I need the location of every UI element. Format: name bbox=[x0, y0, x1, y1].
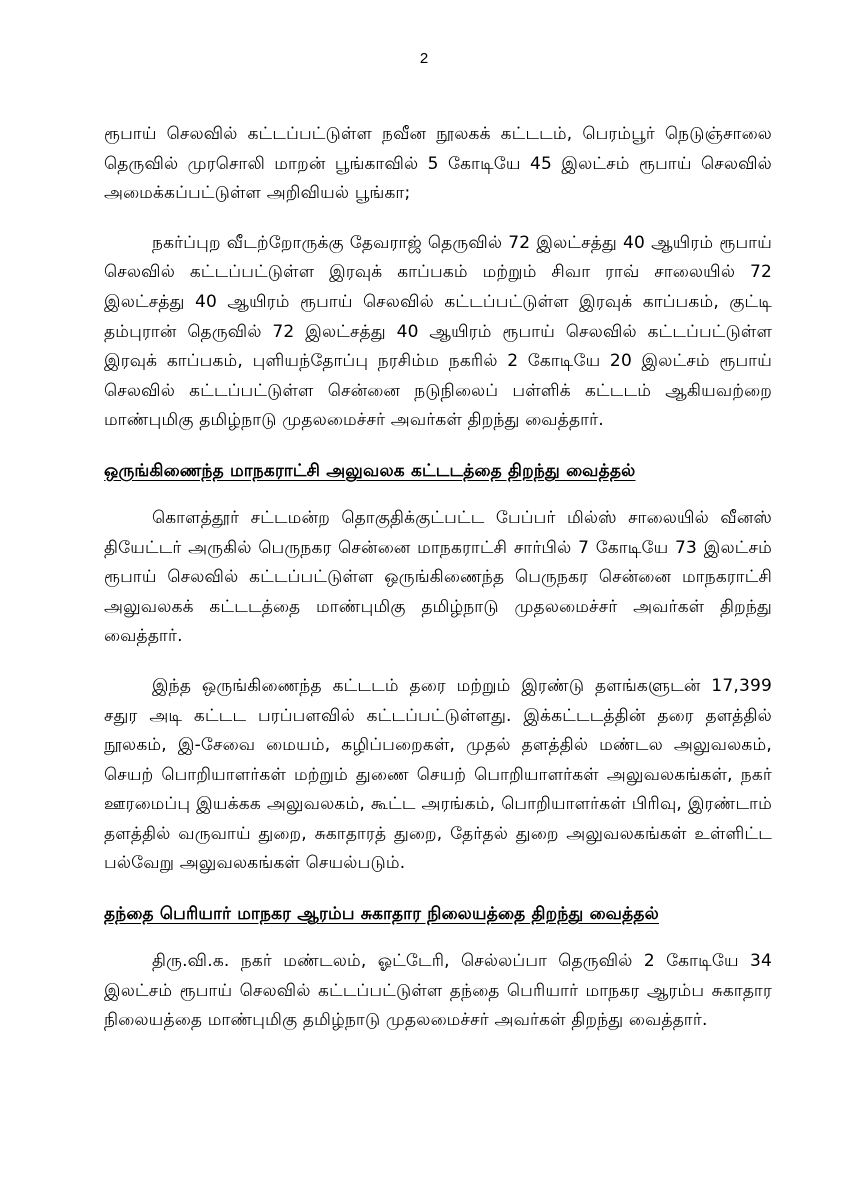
paragraph-office-building: கொளத்தூர் சட்டமன்ற தொகுதிக்குட்பட்ட பேப்பர் மில்ஸ் சாலையில் வீனஸ் தியேட்டர் அருகில் பெருநகர சென்னை மாநகராட்சி சார்பில் 7 கோடியே 73 இலட்சம் ரூபாய் செலவில் கட்டப்பட்டுள்ள ஒருங்கிணைந்த பெருநகர சென்னை மாநகராட்சி அலுவலகக் கட்டடத்தை மாண்புமிகு தமிழ்நாடு முதலமைச்சர் அவர்கள் திறந்து வைத்தார். bbox=[104, 507, 772, 647]
page-number: 2 bbox=[419, 50, 429, 67]
paragraph-continuation: ரூபாய் செலவில் கட்டப்பட்டுள்ள நவீன நூலகக் கட்டடம், பெரம்பூர் நெடுஞ்சாலை தெருவில் முரசொலி மாறன் பூங்காவில் 5 கோடியே 45 இலட்சம் ரூபாய் செலவில் அமைக்கப்பட்டுள்ள அறிவியல் பூங்கா; bbox=[104, 124, 772, 204]
section-heading-health-centre: தந்தை பெரியார் மாநகர ஆரம்ப சுகாதார நிலையத்தை திறந்து வைத்தல் bbox=[104, 904, 659, 925]
document-body bbox=[104, 120, 772, 1056]
section-heading-office-building: ஒருங்கிணைந்த மாநகராட்சி அலுவலக கட்டடத்தை திறந்து வைத்தல் bbox=[104, 460, 636, 481]
paragraph-night-shelters: நகர்ப்புற வீடற்றோருக்கு தேவராஜ் தெருவில் 72 இலட்சத்து 40 ஆயிரம் ரூபாய் செலவில் கட்டப்பட்டுள்ள இரவுக் காப்பகம் மற்றும் சிவா ராவ் சாலையில் 72 இலட்சத்து 40 ஆயிரம் ரூபாய் செலவில் கட்டப்பட்டுள்ள இரவுக் காப்பகம், குட்டி தம்புரான் தெருவில் 72 இலட்சத்து 40 ஆயிரம் ரூபாய் செலவில் கட்டப்பட்டுள்ள இரவுக் காப்பகம், புளியந்தோப்பு நரசிம்ம நகரில் 2 கோடியே 20 இலட்சம் ரூபாய் செலவில் கட்டப்பட்டுள்ள சென்னை நடுநிலைப் பள்ளிக் கட்டடம் ஆகியவற்றை மாண்புமிகு தமிழ்நாடு முதலமைச்சர் அவர்கள் திறந்து வைத்தார். bbox=[104, 232, 772, 431]
paragraph-health-centre: திரு.வி.க. நகர் மண்டலம், ஓட்டேரி, செல்லப்பா தெருவில் 2 கோடியே 34 இலட்சம் ரூபாய் செலவில் கட்டப்பட்டுள்ள தந்தை பெரியார் மாநகர ஆரம்ப சுகாதார நிலையத்தை மாண்புமிகு தமிழ்நாடு முதலமைச்சர் அவர்கள் திறந்து வைத்தார். bbox=[104, 951, 772, 1031]
paragraph-building-details: இந்த ஒருங்கிணைந்த கட்டடம் தரை மற்றும் இரண்டு தளங்களுடன் 17,399 சதுர அடி கட்டட பரப்பளவில் கட்டப்பட்டுள்ளது. இக்கட்டடத்தின் தரை தளத்தில் நூலகம், இ-சேவை மையம், கழிப்பறைகள், முதல் தளத்தில் மண்டல அலுவலகம், செயற் பொறியாளர்கள் மற்றும் துணை செயற் பொறியாளர்கள் அலுவலகங்கள், நகர் ஊரமைப்பு இயக்கக அலுவலகம், கூட்ட அரங்கம், பொறியாளர்கள் பிரிவு, இரண்டாம் தளத்தில் வருவாய் துறை, சுகாதாரத் துறை, தேர்தல் துறை அலுவலகங்கள் உள்ளிட்ட பல்வேறு அலுவலகங்கள் செயல்படும். bbox=[104, 675, 772, 874]
